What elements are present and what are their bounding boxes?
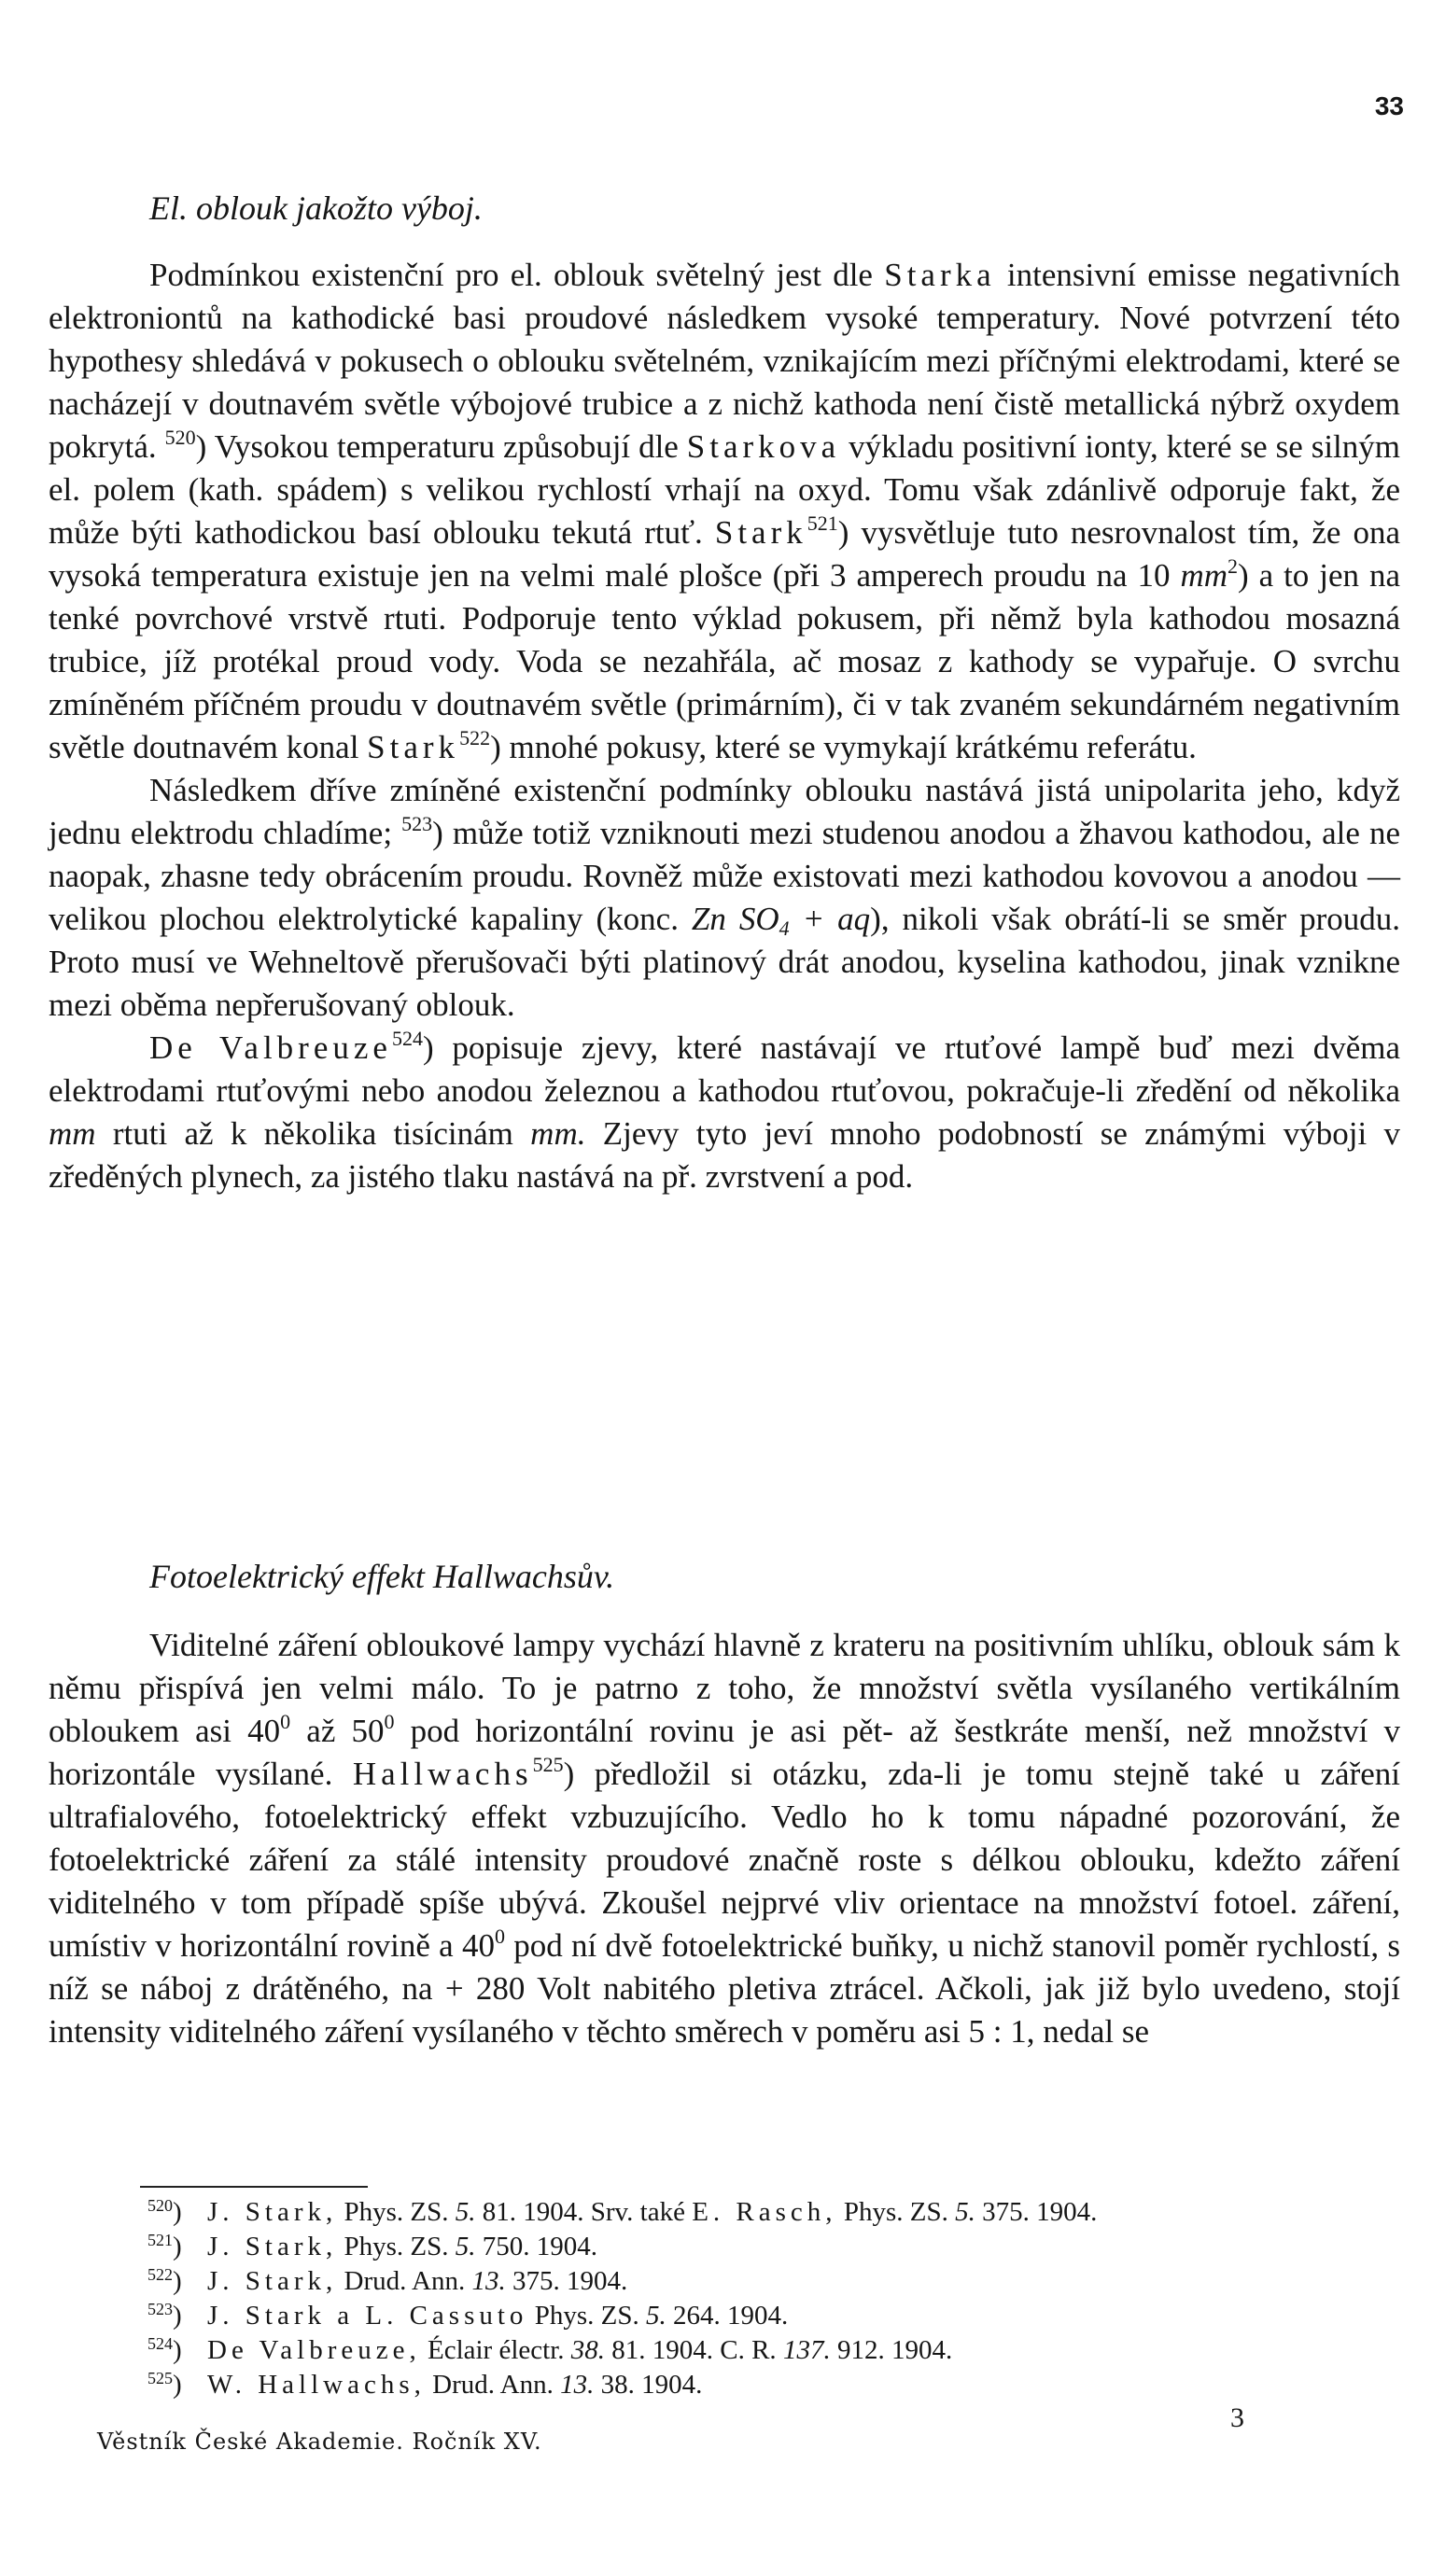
text-run: ) mnohé pokusy, které se vymykají krátkému referátu. [490,729,1197,765]
unit: mm [1180,557,1228,594]
text-run: Následkem dříve zmíněné existenční podmínky oblouku nastává jistá unipolarita jeho, když jednu elektrodu chladíme; [49,772,1400,851]
text-run: pod ní dvě fotoelektrické buňky, u nichž stanovil poměr rychlostí, s níž se náboj z drátěného, na + 280 Volt nabitého pletiva ztrácel. Ačkoli, jak již bylo uvedeno, stojí intensity viditelného záření vysílaného v těchto směrech v poměru asi 5 : 1, nedal se [49,1927,1400,2050]
sheet-number: 3 [1230,2402,1244,2433]
author-name: De Valbreuze [149,1029,392,1066]
volume: 38. [570,2335,605,2365]
footnote-divider [140,2186,368,2188]
footnote-author: J. Stark, [207,2197,338,2227]
footnote-run: 81. 1904. C. R. [605,2335,783,2365]
degree-mark: 0 [280,1710,291,1733]
footnote-run: Phys. ZS. [337,2197,456,2227]
paragraph [49,1624,1400,2053]
footnote-run: Phys. ZS. [836,2197,956,2227]
chemical-formula [691,901,871,940]
volume: 5. [955,2197,975,2227]
section-heading-photoelectric: Fotoelektrický effekt Hallwachsův. [149,1558,615,1595]
volume: 13. [471,2266,506,2296]
footnote [147,2333,1398,2368]
paragraph [49,254,1400,769]
footnote-mark: $^{522}$) [147,2265,182,2296]
footnotes [147,2195,1398,2402]
footnote-mark: $^{520}$) [147,2196,182,2227]
text-run: ) vysvětluje tuto nesrovnalost tím, že ona vysoká temperatura existuje jen na velmi malé plošce (při 3 amperech proudu na 10 [49,514,1400,594]
footnote-ref: 525 [532,1753,564,1776]
text-run: až 50 [290,1713,385,1749]
formula-subscript: 4 [779,917,790,940]
footnote-run: 264. 1904. [666,2301,789,2331]
volume: 137. [782,2335,831,2365]
footnote-author: J. Stark, [207,2232,338,2261]
footnote-author: J. Stark, [207,2266,338,2296]
footnote-ref: 522 [459,726,491,749]
volume: 5. [645,2301,666,2331]
section-body-photoelectric [49,1624,1400,2053]
author-name: Hallwachs [352,1756,533,1792]
text-run: ) může totiž vzniknouti mezi studenou anodou a žhavou kathodou, ale ne naopak, zhasne tedy obrácením proudu. Rovněž může existovati mezi kathodou kovovou a anodou — velikou plochou elektrolytické kapaliny (konc. [49,815,1400,937]
paragraph [49,1027,1400,1198]
footnote-author: J. Stark a L. Cassuto [207,2301,528,2331]
footnote-run: 38. 1904. [594,2370,703,2400]
footnote-number: 525 [147,2369,173,2387]
footnote-run: Drud. Ann. [337,2266,472,2296]
footnote-ref: 524 [391,1027,423,1050]
footnote-run: 375. 1904. [505,2266,628,2296]
footnote-ref: 520 [164,426,196,449]
volume: 5. [455,2232,476,2261]
unit: mm. [530,1115,586,1152]
footnote-run: 912. 1904. [830,2335,953,2365]
footnote-number: 524 [147,2334,173,2353]
footnote-mark: $^{521}$) [147,2231,182,2261]
text-run: Viditelné záření obloukové lampy vychází hlavně z krateru na positivním uhlíku, oblouk sám k němu přispívá jen velmi málo. To je patrno z toho, že množství světla vysílaného vertikálním obloukem asi 40 [49,1627,1400,1749]
footnote-author: W. Hallwachs, [207,2370,426,2400]
author-name: Stark [367,729,460,765]
footnote-run: 81. 1904. Srv. také [475,2197,693,2227]
footnote-number: 521 [147,2231,173,2249]
section-heading-arc-discharge: El. oblouk jakožto výboj. [149,189,483,227]
degree-mark: 0 [384,1710,395,1733]
footnote [147,2368,1398,2402]
text-run: rtuti až k několika tisícinám [95,1115,531,1152]
volume: 13. [560,2370,595,2400]
author-name: Starka [884,257,996,293]
section-body-arc-discharge [49,254,1400,1198]
footnote-author: De Valbreuze, [207,2335,421,2365]
footnote-run: 375. 1904. [975,2197,1098,2227]
footnote-run: Drud. Ann. [425,2370,561,2400]
footnote [147,2195,1398,2230]
exponent: 2 [1228,554,1239,578]
footnote-text [207,2264,627,2299]
footnote [147,2299,1398,2333]
footnote-run: 750. 1904. [475,2232,598,2261]
footnote-run: Phys. ZS. [527,2301,646,2331]
footnote-ref: 523 [401,812,433,835]
footnote-text [207,2368,702,2402]
footnote-text [207,2195,1097,2230]
footnote-run: Éclair électr. [420,2335,571,2365]
author-name: Stark [714,514,807,551]
formula-part: + aq [789,901,871,937]
footnote-mark: $^{525}$) [147,2369,182,2400]
text-run: intensivní emisse negativních elektroniontů na kathodické basi proudové následkem vysoké temperatury. Nové potvrzení této hypothesy shledává v pokusech o oblouku světelném, vznikajícím mezi příčnými elektrodami, které se nacházejí v doutnavém světle výbojové trubice a z nichž kathoda není čistě metallická nýbrž oxydem pokrytá. [49,257,1401,465]
author-name: Starkova [686,428,841,465]
footnote-text [207,2299,788,2333]
footnote-mark: $^{523}$) [147,2300,182,2331]
text-run: ) Vysokou temperaturu způsobují dle [195,428,687,465]
footnote [147,2230,1398,2264]
footnote-run: Phys. ZS. [337,2232,456,2261]
publisher-line: Věstník České Akademie. Ročník XV. [97,2429,542,2455]
unit: mm [49,1115,96,1152]
text-run: ) předložil si otázku, zda-li je tomu stejně také u záření ultrafialového, fotoelektrický effekt vzbuzujícího. Vedlo ho k tomu nápadné pozorování, že fotoelektrické záření za stálé intensity proudové značně roste s délkou oblouku, kdežto záření viditelného v tom případě spíše ubývá. Zkoušel nejprvé vliv orientace na množství fotoel. záření, umístiv v horizontální rovině a 40 [49,1756,1400,1964]
footnote [147,2264,1398,2299]
page-number: 33 [1374,91,1404,120]
text-run: pod horizontální rovinu je asi pět- až šestkráte menší, než množství v horizontále vysílané. [49,1713,1400,1792]
text-run: výkladu positivní ionty, které se se silným el. polem (kath. spádem) s velikou rychlostí vrhají na oxyd. Tomu však zdánlivě odporuje fakt, že může býti kathodickou basí oblouku tekutá rtuť. [49,428,1400,551]
footnote-author: E. Rasch, [692,2197,837,2227]
degree-mark: 0 [494,1925,505,1948]
formula-part: Zn SO [691,901,779,937]
footnote-number: 520 [147,2196,173,2215]
volume: 5. [455,2197,476,2227]
text-run: ) a to jen na tenké povrchové vrstvě rtuti. Podporuje tento výklad pokusem, při němž byla kathodou mosazná trubice, jíž protékal proud vody. Voda se nezahřála, ač mosaz z kathody se vypařuje. O svrchu zmíněném příčném proudu v doutnavém světle (primárním), či v tak zvaném sekundárném negativním světle doutnavém konal [49,557,1400,765]
text-run: ), nikoli však obrátí-li se směr proudu. Proto musí ve Wehneltově přerušovači býti platinový drát anodou, kyselina kathodou, jinak vznikne mezi oběma nepřerušovaný oblouk. [49,901,1400,1023]
text-run: Zjevy tyto jeví mnoho podobností se známými výboji v zředěných plynech, za jistého tlaku nastává na př. zvrstvení a pod. [49,1115,1400,1195]
footnote-text [207,2230,597,2264]
footnote-text [207,2333,952,2368]
footnote-mark: $^{524}$) [147,2334,182,2365]
text-run: ) popisuje zjevy, které nastávají ve rtuťové lampě buď mezi dvěma elektrodami rtuťovými nebo anodou železnou a kathodou rtuťovou, pokračuje-li zředění od několika [49,1029,1401,1109]
footnote-number: 523 [147,2300,173,2318]
paragraph [49,769,1400,1027]
text-run: Podmínkou existenční pro el. oblouk světelný jest dle [149,257,885,293]
footnote-number: 522 [147,2265,173,2284]
footnote-ref: 521 [807,511,838,535]
